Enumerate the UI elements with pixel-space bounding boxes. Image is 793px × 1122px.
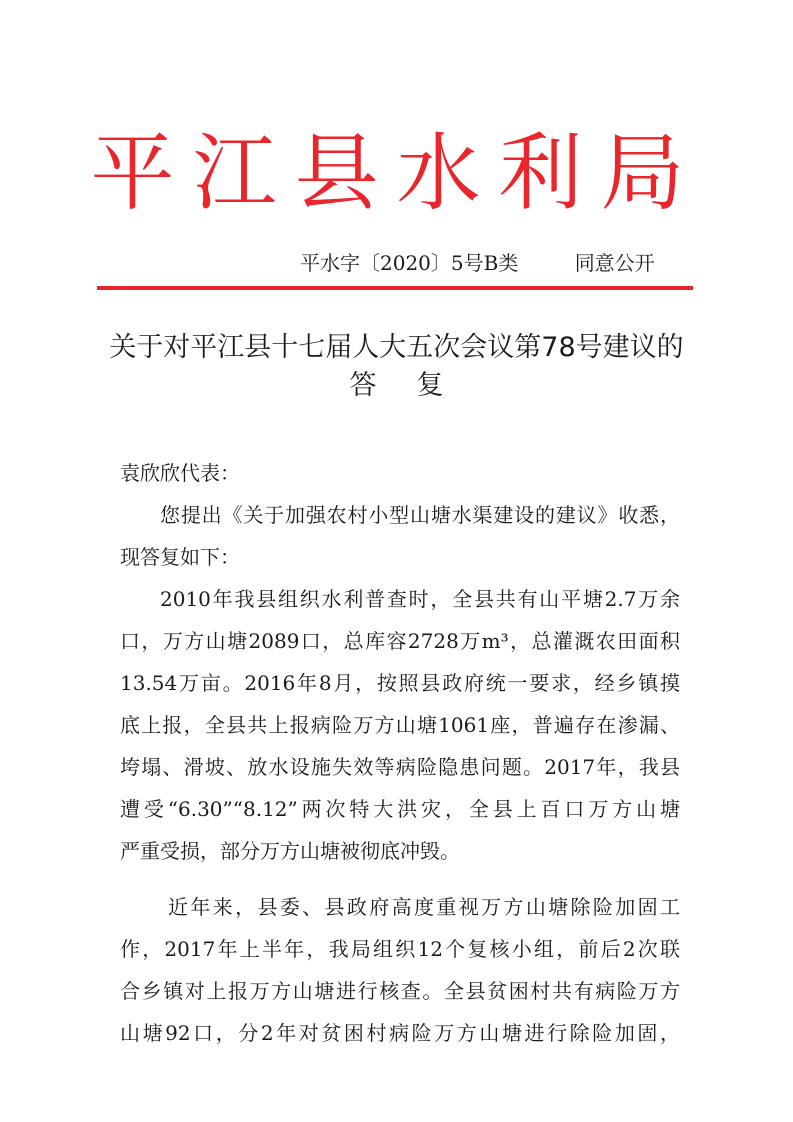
disclosure-status: 同意公开 — [574, 251, 655, 275]
agency-name-header: 平江县水利局 — [90, 124, 703, 222]
paragraph-line: 现答复如下： — [120, 545, 240, 569]
paragraph-background — [120, 578, 680, 872]
paragraph-recent-work — [120, 886, 680, 1054]
paragraph-line: 合乡镇对上报万方山塘进行核查。全县贫困村共有病险万方 — [120, 979, 680, 1003]
red-divider — [97, 286, 693, 290]
paragraph-spacer — [120, 872, 680, 886]
subject-title-line-1: 关于对平江县十七届人大五次会议第78号建议的 — [109, 332, 684, 363]
paragraph-line: 遭受“6.30”“8.12”两次特大洪灾，全县上百口万方山塘 — [120, 797, 680, 821]
paragraph-acknowledgement — [120, 494, 680, 578]
paragraph-line: 口，万方山塘2089口，总库容2728万m³，总灌溉农田面积 — [120, 629, 680, 653]
paragraph-line: 山塘92口，分2年对贫困村病险万方山塘进行除险加固， — [120, 1021, 680, 1045]
document-number: 平水字〔2020〕5号B类 — [300, 251, 519, 275]
paragraph-line: 13.54万亩。2016年8月，按照县政府统一要求，经乡镇摸 — [120, 671, 680, 695]
paragraph-line: 作，2017年上半年，我局组织12个复核小组，前后2次联 — [120, 937, 680, 961]
paragraph-line: 2010年我县组织水利普查时，全县共有山平塘2.7万余 — [160, 587, 680, 611]
doc-number-row — [300, 248, 700, 278]
paragraph-line: 底上报，全县共上报病险万方山塘1061座，普遍存在渗漏、 — [120, 713, 680, 737]
salutation: 袁欣欣代表： — [120, 461, 240, 485]
paragraph-line: 垮塌、滑坡、放水设施失效等病险隐患问题。2017年，我县 — [120, 755, 680, 779]
paragraph-line: 近年来，县委、县政府高度重视万方山塘除险加固工 — [168, 895, 680, 919]
subject-title-line-2: 答复 — [349, 370, 484, 401]
letter-body — [120, 452, 680, 1054]
paragraph-line: 您提出《关于加强农村小型山塘水渠建设的建议》收悉， — [160, 503, 680, 527]
paragraph-line: 严重受损，部分万方山塘被彻底冲毁。 — [120, 839, 460, 863]
